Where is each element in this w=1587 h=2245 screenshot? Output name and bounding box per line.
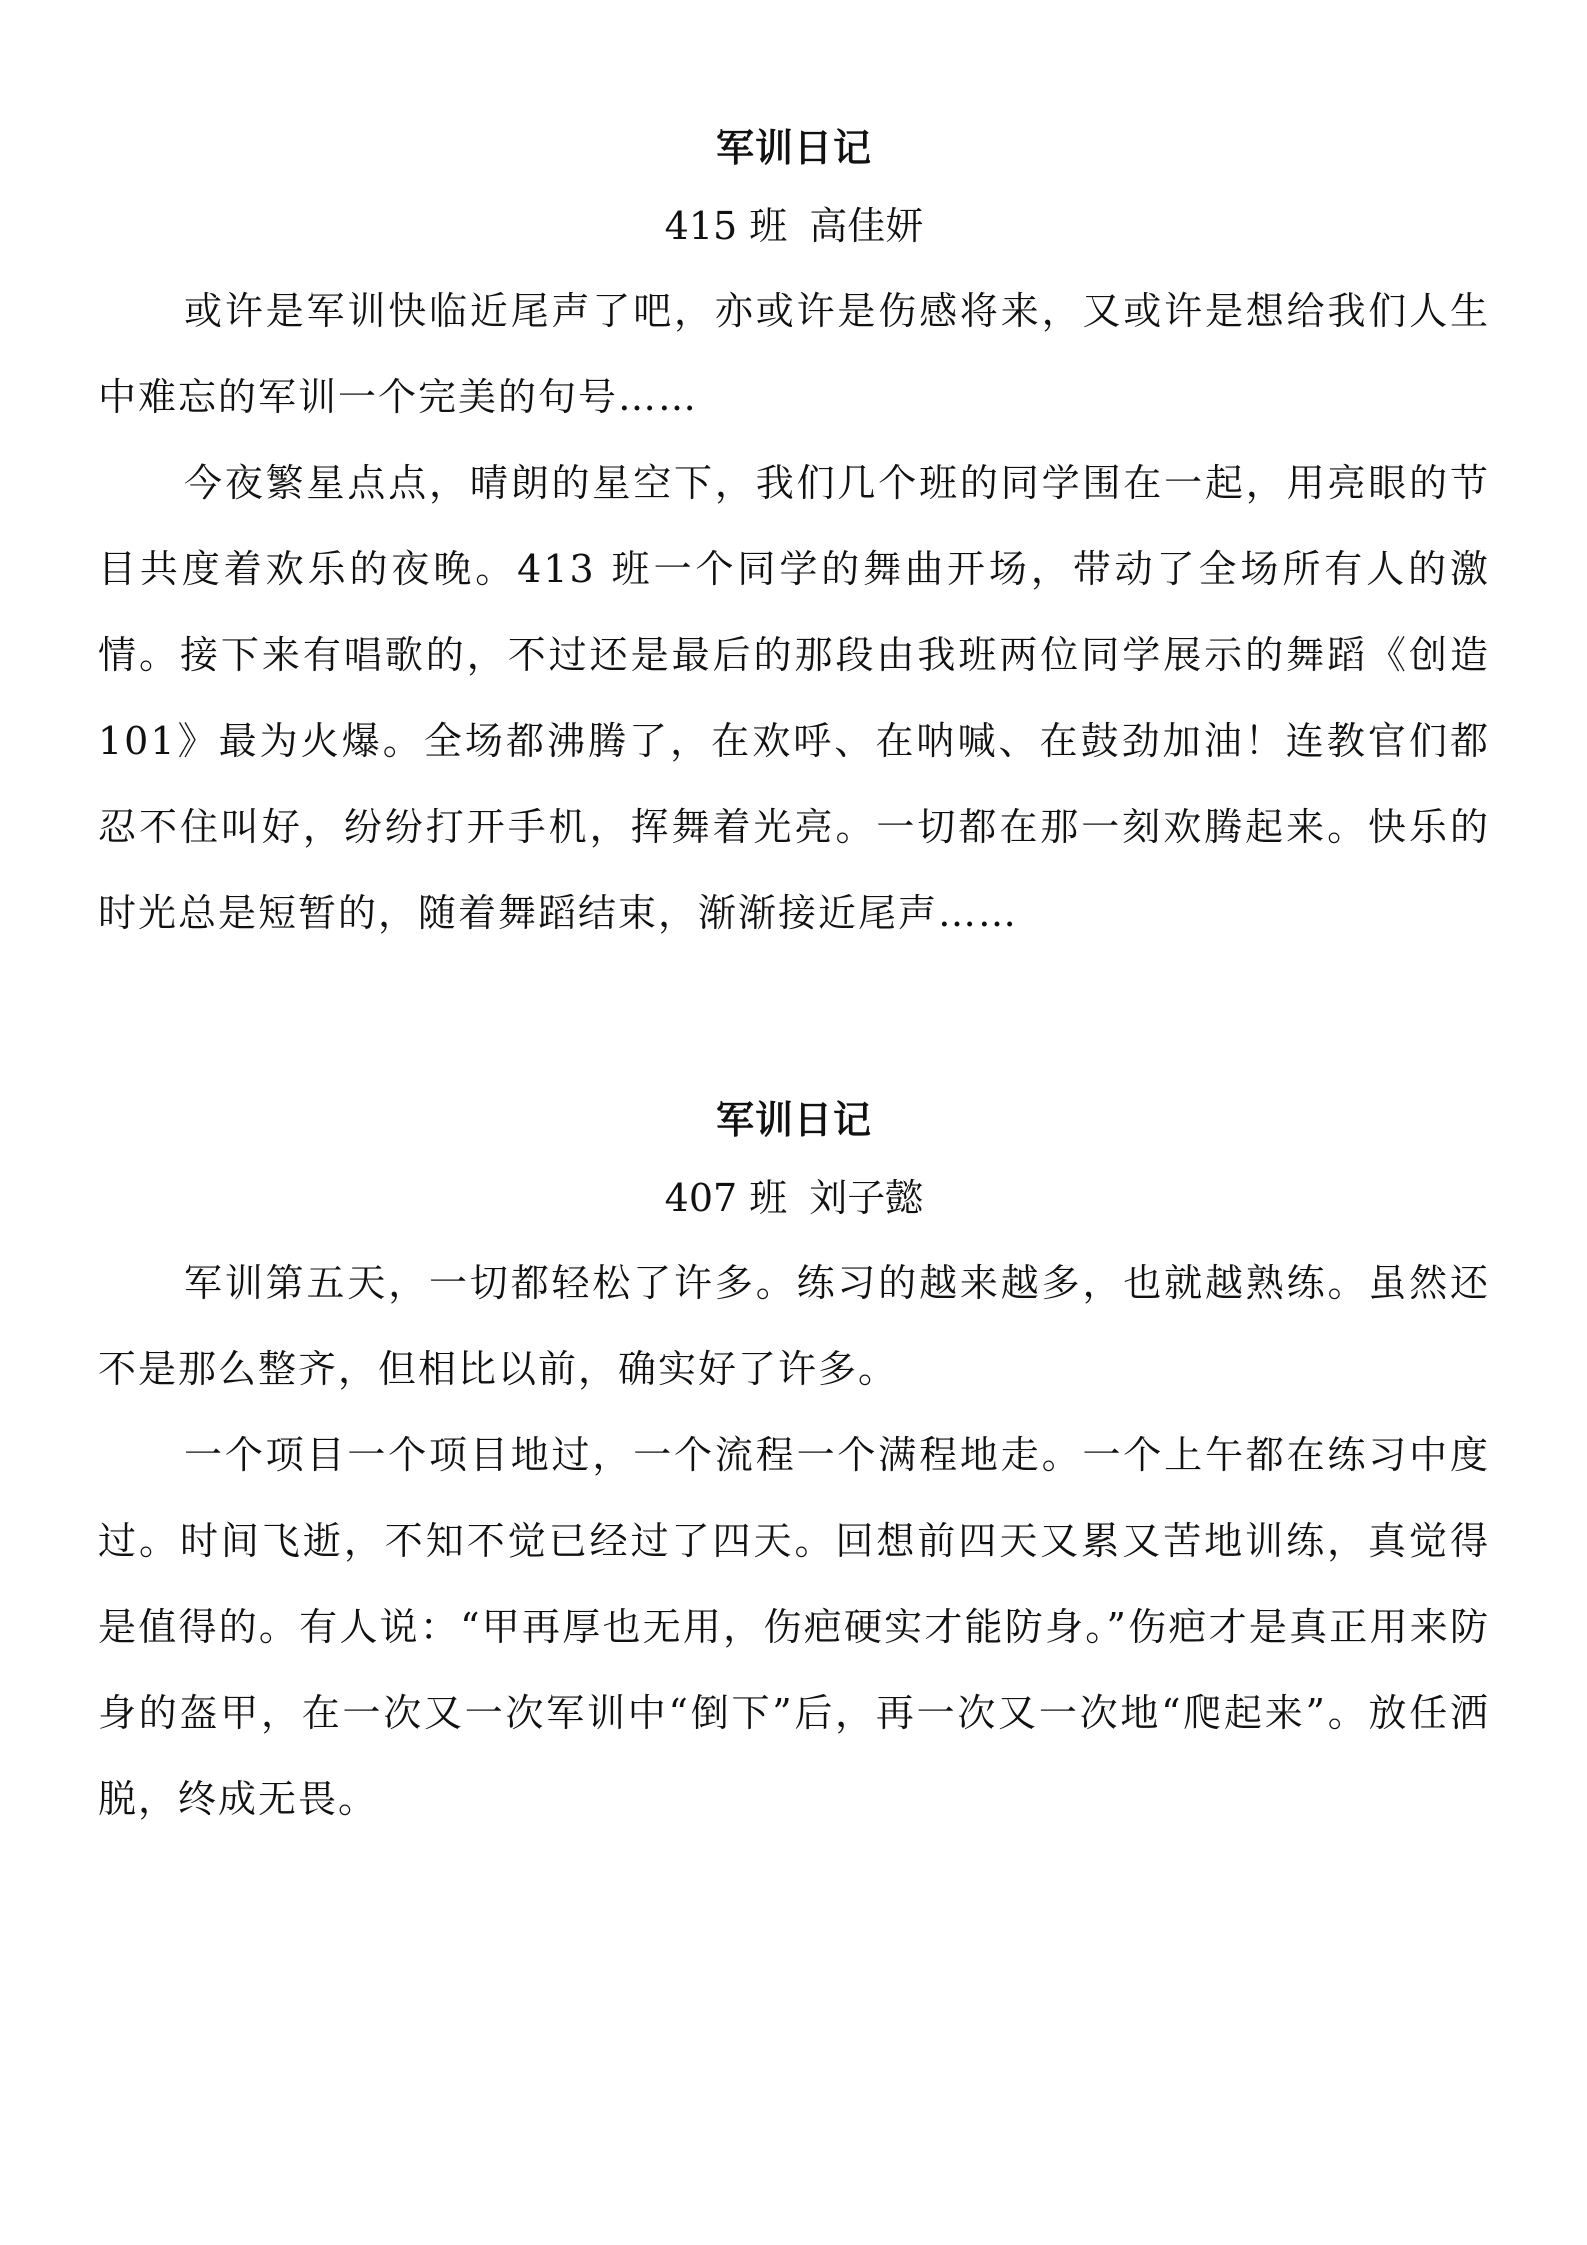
diary-entry [98,1090,1490,1842]
paragraph: 一个项目一个项目地过，一个流程一个满程地走。一个上午都在练习中度过。时间飞逝，不知不觉已经过了四天。回想前四天又累又苦地训练，真觉得是值得的。有人说：“甲再厚也无用，伤疤硬实才能防身。”伤疤才是真正用来防身的盔甲，在一次又一次军训中“倒下”后，再一次又一次地“爬起来”。放任洒脱，终成无畏。 [98,1433,1490,1821]
diary-entry [98,118,1490,956]
paragraph: 或许是军训快临近尾声了吧，亦或许是伤感将来，又或许是想给我们人生中难忘的军训一个完美的句号…… [98,289,1490,419]
author-name: 刘子懿 [809,1176,924,1220]
paragraph: 今夜繁星点点，晴朗的星空下，我们几个班的同学围在一起，用亮眼的节目共度着欢乐的夜晚。413 班一个同学的舞曲开场，带动了全场所有人的激情。接下来有唱歌的，不过还是最后的那段由我班两位同学展示的舞蹈《创造 101》最为火爆。全场都沸腾了，在欢呼、在呐喊、在鼓劲加油！连教官们都忍不住叫好，纷纷打开手机，挥舞着光亮。一切都在那一刻欢腾起来。快乐的时光总是短暂的，随着舞蹈结束，渐渐接近尾声…… [98,461,1490,935]
entry-byline [98,196,1490,256]
entry-title: 军训日记 [715,126,872,170]
entry-byline [98,1168,1490,1228]
entry-title: 军训日记 [715,1098,872,1142]
class-label: 415 班 [664,204,788,248]
author-name: 高佳妍 [809,204,924,248]
paragraph: 军训第五天，一切都轻松了许多。练习的越来越多，也就越熟练。虽然还不是那么整齐，但相比以前，确实好了许多。 [98,1261,1490,1391]
class-label: 407 班 [664,1176,788,1220]
